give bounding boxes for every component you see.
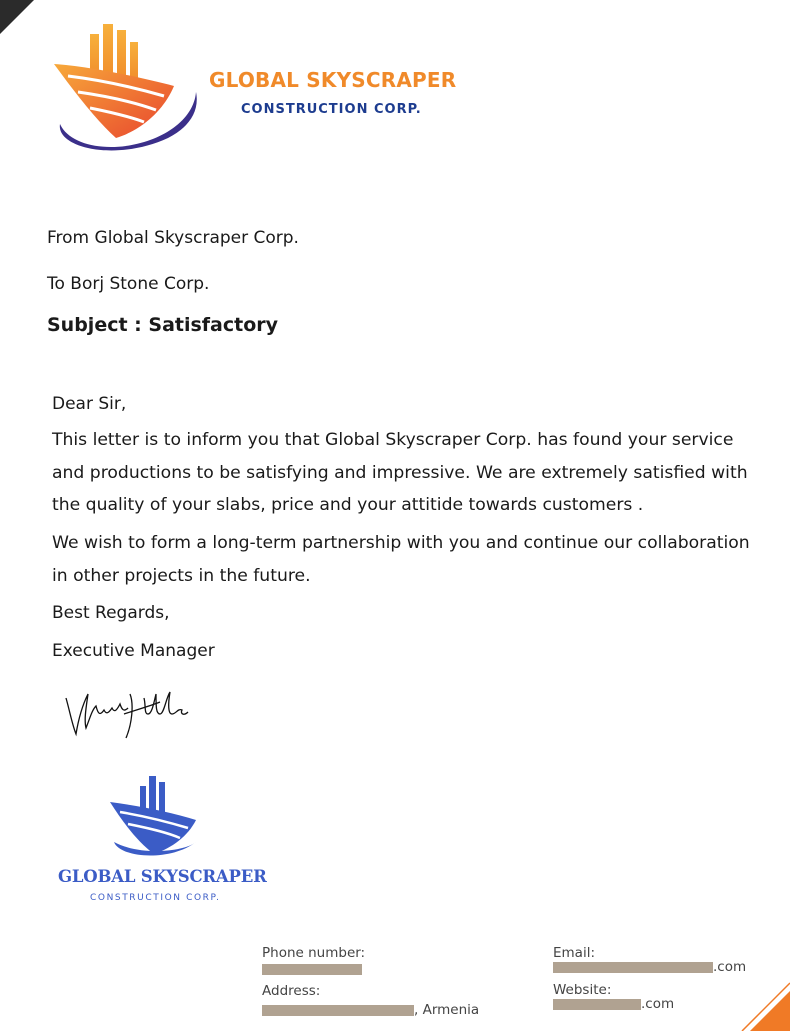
redaction-bar (262, 1005, 414, 1016)
signer-title: Executive Manager (52, 641, 215, 661)
handwritten-signature (60, 684, 200, 744)
address-visible-text: , Armenia (414, 1002, 480, 1018)
body-paragraph-2: We wish to form a long-term partnership with you and continue our collaboration in other projects in the future. (52, 533, 750, 586)
brand-subtitle: CONSTRUCTION CORP. (241, 102, 422, 117)
email-visible-text[interactable]: .com (713, 959, 747, 975)
redaction-bar (262, 964, 362, 975)
email-value (553, 959, 746, 975)
footer-brand-name: GLOBAL SKYSCRAPER (58, 867, 267, 886)
footer-logo-icon (100, 772, 210, 858)
redaction-bar (553, 999, 641, 1010)
subject-line: Subject : Satisfactory (47, 314, 279, 336)
to-line: To Borj Stone Corp. (47, 274, 210, 294)
closing: Best Regards, (52, 603, 170, 623)
redaction-bar (553, 962, 713, 973)
company-logo-icon (46, 20, 206, 160)
from-line: From Global Skyscraper Corp. (47, 228, 299, 248)
email-label: Email: (553, 945, 596, 961)
body-paragraph-1: This letter is to inform you that Global Skyscraper Corp. has found your service and productions to be satisfying and impressive. We are extremely satisfied with the quality of your slabs, price and your attitide towards customers . (52, 430, 748, 515)
phone-value (262, 961, 362, 977)
brand-name: GLOBAL SKYSCRAPER (209, 68, 457, 92)
address-value (262, 1002, 479, 1018)
website-value (553, 996, 674, 1012)
corner-decoration-top-left (0, 0, 34, 34)
website-label: Website: (553, 982, 612, 998)
phone-label: Phone number: (262, 945, 366, 961)
corner-accent-line (738, 979, 790, 1031)
salutation: Dear Sir, (52, 394, 127, 414)
footer-brand-subtitle: CONSTRUCTION CORP. (90, 893, 221, 903)
address-label: Address: (262, 983, 321, 999)
website-visible-text[interactable]: .com (641, 996, 675, 1012)
